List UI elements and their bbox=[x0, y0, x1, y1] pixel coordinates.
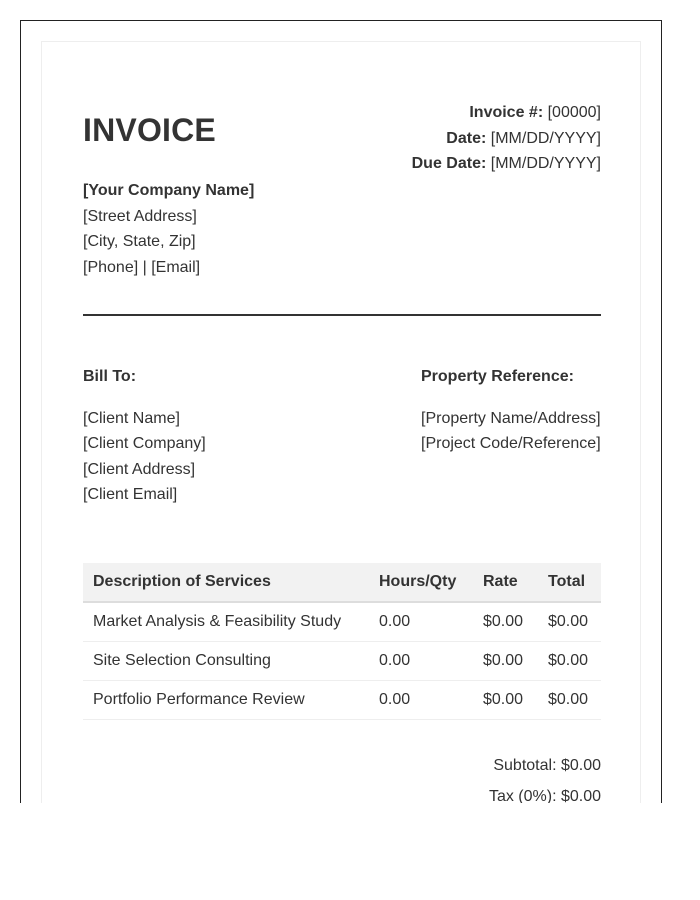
row-rate: $0.00 bbox=[473, 681, 538, 720]
tax: Tax (0%): $0.00 bbox=[488, 788, 601, 803]
header-divider bbox=[83, 314, 601, 316]
header-total: Total bbox=[538, 563, 601, 602]
invoice-date-label: Date: bbox=[446, 129, 487, 147]
property-name: [Property Name/Address] bbox=[421, 409, 601, 427]
row-total: $0.00 bbox=[538, 681, 601, 720]
company-city: [City, State, Zip] bbox=[83, 233, 196, 250]
row-description: Portfolio Performance Review bbox=[83, 681, 369, 720]
row-hours-qty: 0.00 bbox=[369, 602, 473, 642]
invoice-page bbox=[41, 41, 641, 803]
invoice-due-date-line bbox=[412, 151, 601, 177]
invoice-date-value: [MM/DD/YYYY] bbox=[490, 129, 601, 147]
project-code: [Project Code/Reference] bbox=[421, 435, 601, 452]
row-total: $0.00 bbox=[538, 602, 601, 642]
header-hours-qty: Hours/Qty bbox=[369, 563, 473, 602]
row-hours-qty: 0.00 bbox=[369, 681, 473, 720]
client-company: [Client Company] bbox=[83, 435, 206, 452]
invoice-meta bbox=[412, 100, 601, 177]
company-info bbox=[83, 178, 254, 280]
client-name: [Client Name] bbox=[83, 409, 180, 427]
bill-to-section bbox=[83, 364, 206, 508]
subtotal: Subtotal: $0.00 bbox=[493, 757, 601, 774]
header-rate: Rate bbox=[473, 563, 538, 602]
invoice-number-line bbox=[412, 100, 601, 126]
totals-section bbox=[489, 750, 601, 803]
company-name: [Your Company Name] bbox=[83, 182, 255, 199]
row-rate: $0.00 bbox=[473, 642, 538, 681]
invoice-due-date-value: [MM/DD/YYYY] bbox=[490, 155, 601, 172]
row-description: Site Selection Consulting bbox=[83, 642, 369, 681]
document-viewport bbox=[20, 20, 662, 803]
client-email: [Client Email] bbox=[83, 486, 178, 503]
table-row bbox=[83, 681, 601, 720]
table-row bbox=[83, 642, 601, 681]
row-rate: $0.00 bbox=[473, 602, 538, 642]
bill-to-heading: Bill To: bbox=[83, 368, 137, 385]
client-address: [Client Address] bbox=[83, 460, 196, 478]
table-header-row bbox=[83, 563, 601, 602]
table-row bbox=[83, 602, 601, 642]
invoice-date-line bbox=[412, 126, 601, 152]
company-street: [Street Address] bbox=[83, 207, 197, 225]
row-total: $0.00 bbox=[538, 642, 601, 681]
row-hours-qty: 0.00 bbox=[369, 642, 473, 681]
services-table bbox=[83, 563, 601, 720]
property-reference-section bbox=[421, 364, 601, 457]
invoice-number-label: Invoice #: bbox=[469, 104, 544, 121]
invoice-due-date-label: Due Date: bbox=[411, 155, 487, 172]
invoice-number-value: [00000] bbox=[547, 104, 601, 121]
company-contact: [Phone] | [Email] bbox=[83, 258, 201, 276]
invoice-title: INVOICE bbox=[83, 112, 216, 148]
row-description: Market Analysis & Feasibility Study bbox=[83, 602, 369, 642]
header-description: Description of Services bbox=[83, 563, 369, 602]
property-reference-heading: Property Reference: bbox=[421, 368, 574, 385]
